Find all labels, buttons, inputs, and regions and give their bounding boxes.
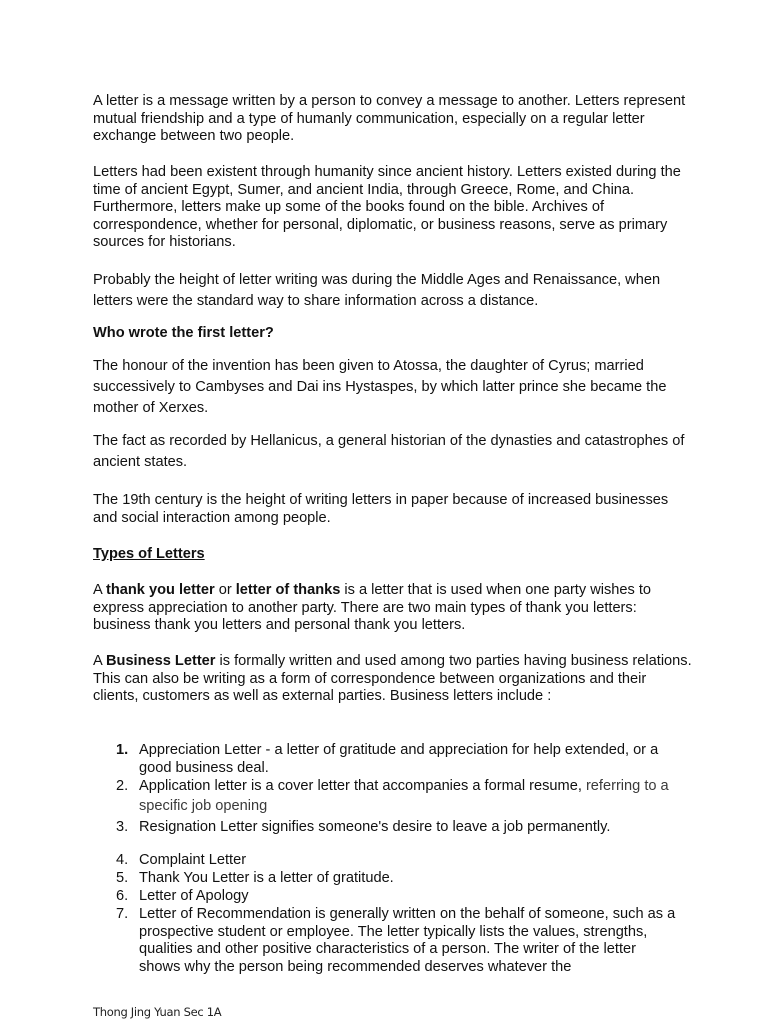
list-item xyxy=(116,852,676,870)
list-number: 1. xyxy=(116,742,129,758)
list-item xyxy=(116,776,676,816)
paragraph-thank-you-letter: A thank you letter or letter of thanks is a letter that is used when one party wishes to express appreciation to another party. There are two main types of thank you letters: business thank you letters and personal thank you letters. xyxy=(93,582,652,634)
paragraph-hellanicus: The fact as recorded by Hellanicus, a general historian of the dynasties and catastrophes of ancient states. xyxy=(93,433,685,470)
term-business-letter: Business Letter xyxy=(105,653,216,669)
paragraph-middle-ages: Probably the height of letter writing was during the Middle Ages and Renaissance, when letters were the standard way to share information across a distance. xyxy=(93,272,661,309)
list-text: Letter of Apology xyxy=(139,888,249,904)
list-text: Appreciation Letter - a letter of gratitude and appreciation for help extended, or a good business deal. xyxy=(139,742,659,776)
list-item xyxy=(116,888,676,906)
heading-types-of-letters: Types of Letters xyxy=(93,546,205,562)
list-number: 6. xyxy=(116,888,129,904)
paragraph-atossa: The honour of the invention has been given to Atossa, the daughter of Cyrus; married successively to Cambyses and Dai ins Hystaspes, by which latter prince she became the mother of Xerxes. xyxy=(93,358,667,416)
list-item xyxy=(116,819,676,837)
list-number: 5. xyxy=(116,870,129,886)
list-text: Application letter is a cover letter that accompanies a formal resume, referring to a specific job opening xyxy=(139,778,669,814)
list-number: 3. xyxy=(116,819,129,835)
paragraph-19th-century: The 19th century is the height of writing letters in paper because of increased businesses and social interaction among people. xyxy=(93,492,669,526)
term-thank-you-letter: thank you letter xyxy=(105,582,215,598)
list-text: Resignation Letter signifies someone's desire to leave a job permanently. xyxy=(139,819,611,835)
list-number: 2. xyxy=(116,778,129,794)
list-item xyxy=(116,742,676,777)
list-number: 7. xyxy=(116,906,129,922)
paragraph-history: Letters had been existent through humanity since ancient history. Letters existed during the time of ancient Egypt, Sumer, and ancient India, through Greece, Rome, and China. Furthermore, letters make up some of the books found on the bible. Archives of correspondence, whether for personal, diplomatic, or business reasons, serve as primary sources for historians. xyxy=(93,164,681,251)
list-text: Letter of Recommendation is generally written on the behalf of someone, such as a prospective student or employee. The letter typically lists the values, strengths, qualities and other positive characteristics of a person. The writer of the letter shows why the person being recommended deserves whatever the xyxy=(139,906,676,975)
list-number: 4. xyxy=(116,852,129,868)
term-letter-of-thanks: letter of thanks xyxy=(235,582,341,598)
heading-first-letter: Who wrote the first letter? xyxy=(93,325,274,341)
paragraph-intro: A letter is a message written by a person to convey a message to another. Letters represent mutual friendship and a type of humanly communication, especially on a regular letter exchange between two people. xyxy=(93,93,686,145)
list-item xyxy=(116,906,676,976)
paragraph-business-letter: A Business Letter is formally written and used among two parties having business relations. This can also be writing as a form of correspondence between organizations and their clients, customers as well as external parties. Business letters include : xyxy=(93,653,692,705)
list-text: Complaint Letter xyxy=(139,852,247,868)
list-item xyxy=(116,870,676,888)
list-text: Thank You Letter is a letter of gratitude. xyxy=(139,870,394,886)
footer-author: Thong Jing Yuan Sec 1A xyxy=(93,1005,222,1019)
